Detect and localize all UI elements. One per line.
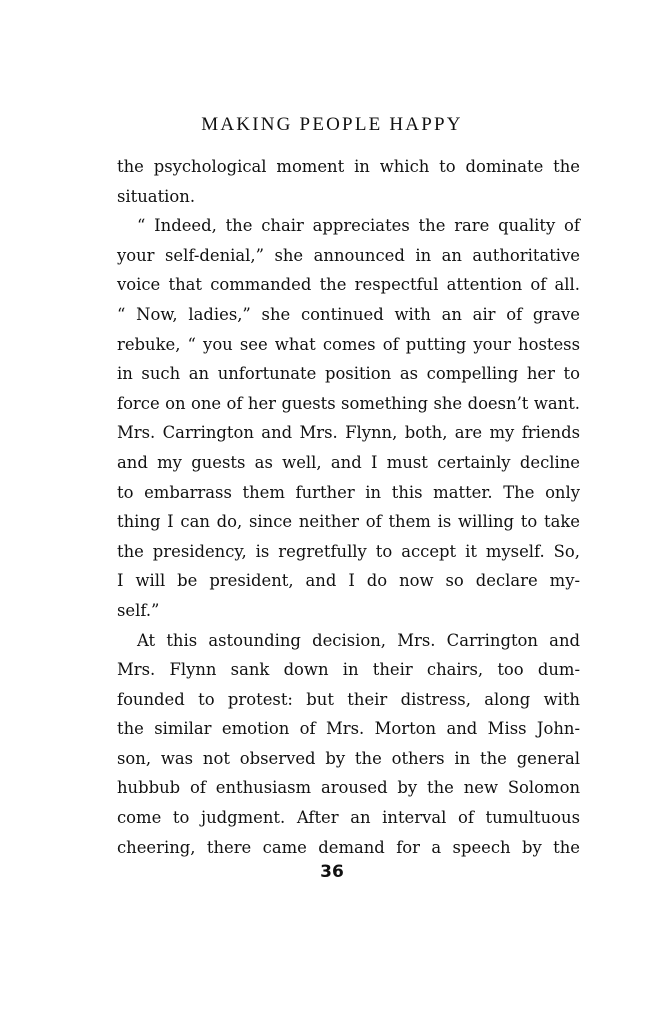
text-line: “ Now, ladies,” she continued with an air of grave [117, 304, 580, 324]
text-line: the psychological moment in which to dominate the [117, 157, 580, 176]
body-text [117, 152, 580, 862]
text-line: voice that commanded the respectful attention of all. [117, 275, 580, 295]
text-line: force on one of her guests something she doesn’t want. [117, 393, 580, 413]
text-line: Mrs. Flynn sank down in their chairs, too dum- [117, 660, 580, 680]
text-line: cheering, there came demand for a speech by the [117, 837, 580, 857]
text-line: “ Indeed, the chair appreciates the rare quality of [137, 216, 580, 236]
text-line: situation. [117, 186, 196, 206]
text-line: and my guests as well, and I must certainly decline [117, 452, 580, 472]
text-line: thing I can do, since neither of them is willing to take [117, 512, 580, 532]
text-line: come to judgment. After an interval of tumultuous [117, 808, 580, 828]
page-number: 36 [320, 862, 344, 882]
text-line: your self-denial,” she announced in an authoritative [117, 245, 580, 265]
text-line: in such an unfortunate position as compelling her to [117, 364, 580, 384]
text-line: the similar emotion of Mrs. Morton and Miss John- [117, 719, 580, 739]
text-line: I will be president, and I do now so declare my- [117, 571, 580, 591]
text-line: Mrs. Carrington and Mrs. Flynn, both, are my friends [117, 423, 580, 443]
text-line: son, was not observed by the others in the general [117, 748, 580, 768]
text-line: founded to protest: but their distress, along with [117, 689, 580, 709]
running-head: MAKING PEOPLE HAPPY [201, 114, 463, 135]
text-line: self.” [117, 600, 160, 620]
text-line: to embarrass them further in this matter. The only [117, 482, 580, 502]
text-line: rebuke, “ you see what comes of putting your hostess [117, 334, 580, 354]
text-line: At this astounding decision, Mrs. Carrington and [137, 630, 580, 650]
text-line: hubbub of enthusiasm aroused by the new Solomon [117, 778, 580, 798]
text-line: the presidency, is regretfully to accept it myself. So, [117, 541, 580, 561]
